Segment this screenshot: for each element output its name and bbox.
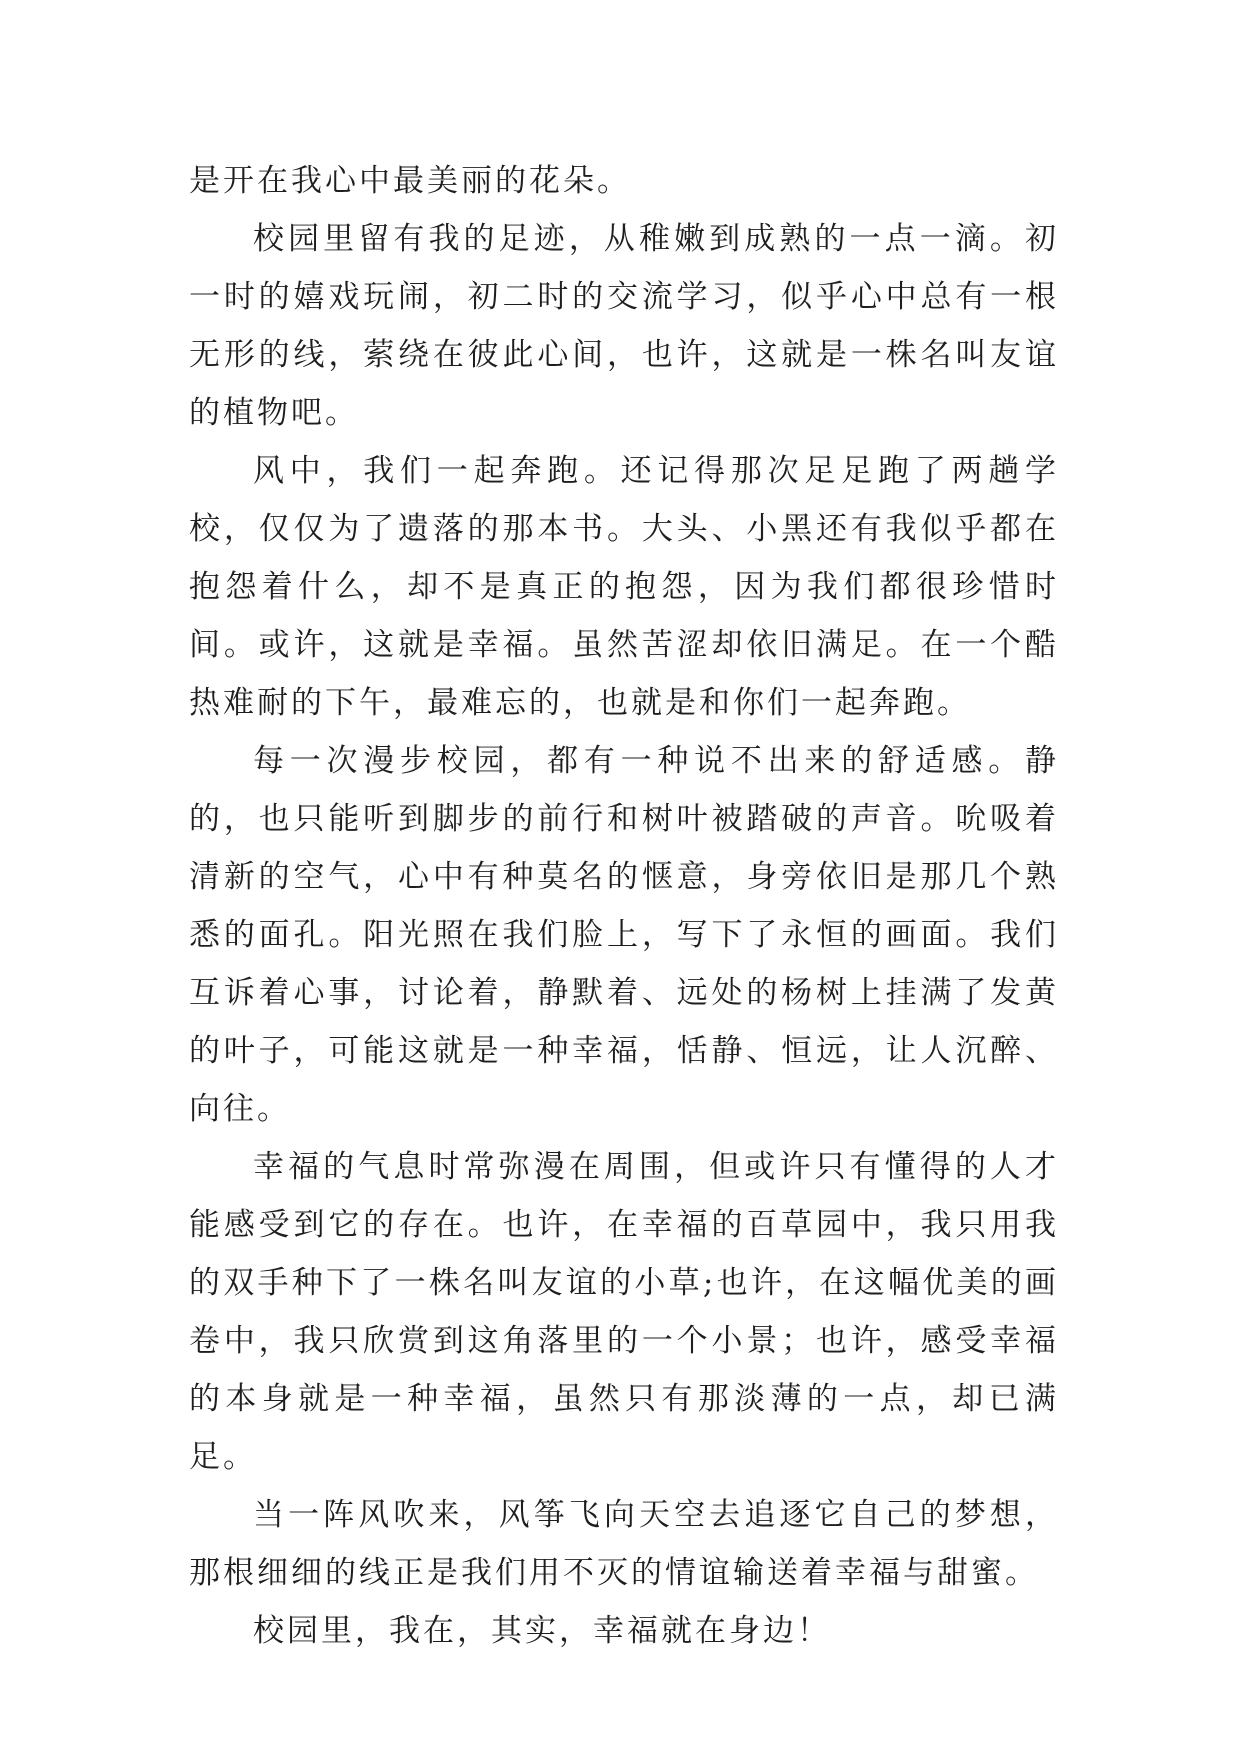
paragraph-4: 每一次漫步校园，都有一种说不出来的舒适感。静的，也只能听到脚步的前行和树叶被踏破的声音。吮吸着清新的空气，心中有种莫名的惬意，身旁依旧是那几个熟悉的面孔。阳光照在我们脸上，写下了永恒的画面。我们互诉着心事，讨论着，静默着、远处的杨树上挂满了发黄的叶子，可能这就是一种幸福，恬静、恒远，让人沉醉、向往。: [189, 743, 1059, 1127]
paragraph-1: 是开在我心中最美丽的花朵。: [189, 163, 631, 199]
essay-body: [189, 152, 1059, 1660]
paragraph-2: 校园里留有我的足迹，从稚嫩到成熟的一点一滴。初一时的嬉戏玩闹，初二时的交流学习，似乎心中总有一根无形的线，萦绕在彼此心间，也许，这就是一株名叫友谊的植物吧。: [189, 221, 1059, 431]
paragraph-6: 当一阵风吹来，风筝飞向天空去追逐它自己的梦想，那根细细的线正是我们用不灭的情谊输送着幸福与甜蜜。: [189, 1497, 1059, 1591]
paragraph-7: 校园里，我在，其实，幸福就在身边！: [253, 1613, 831, 1649]
paragraph-5: 幸福的气息时常弥漫在周围，但或许只有懂得的人才能感受到它的存在。也许，在幸福的百草园中，我只用我的双手种下了一株名叫友谊的小草;也许，在这幅优美的画卷中，我只欣赏到这角落里的一个小景；也许，感受幸福的本身就是一种幸福，虽然只有那淡薄的一点，却已满足。: [189, 1149, 1059, 1475]
paragraph-3: 风中，我们一起奔跑。还记得那次足足跑了两趟学校，仅仅为了遗落的那本书。大头、小黑还有我似乎都在抱怨着什么，却不是真正的抱怨，因为我们都很珍惜时间。或许，这就是幸福。虽然苦涩却依旧满足。在一个酷热难耐的下午，最难忘的，也就是和你们一起奔跑。: [189, 453, 1059, 721]
